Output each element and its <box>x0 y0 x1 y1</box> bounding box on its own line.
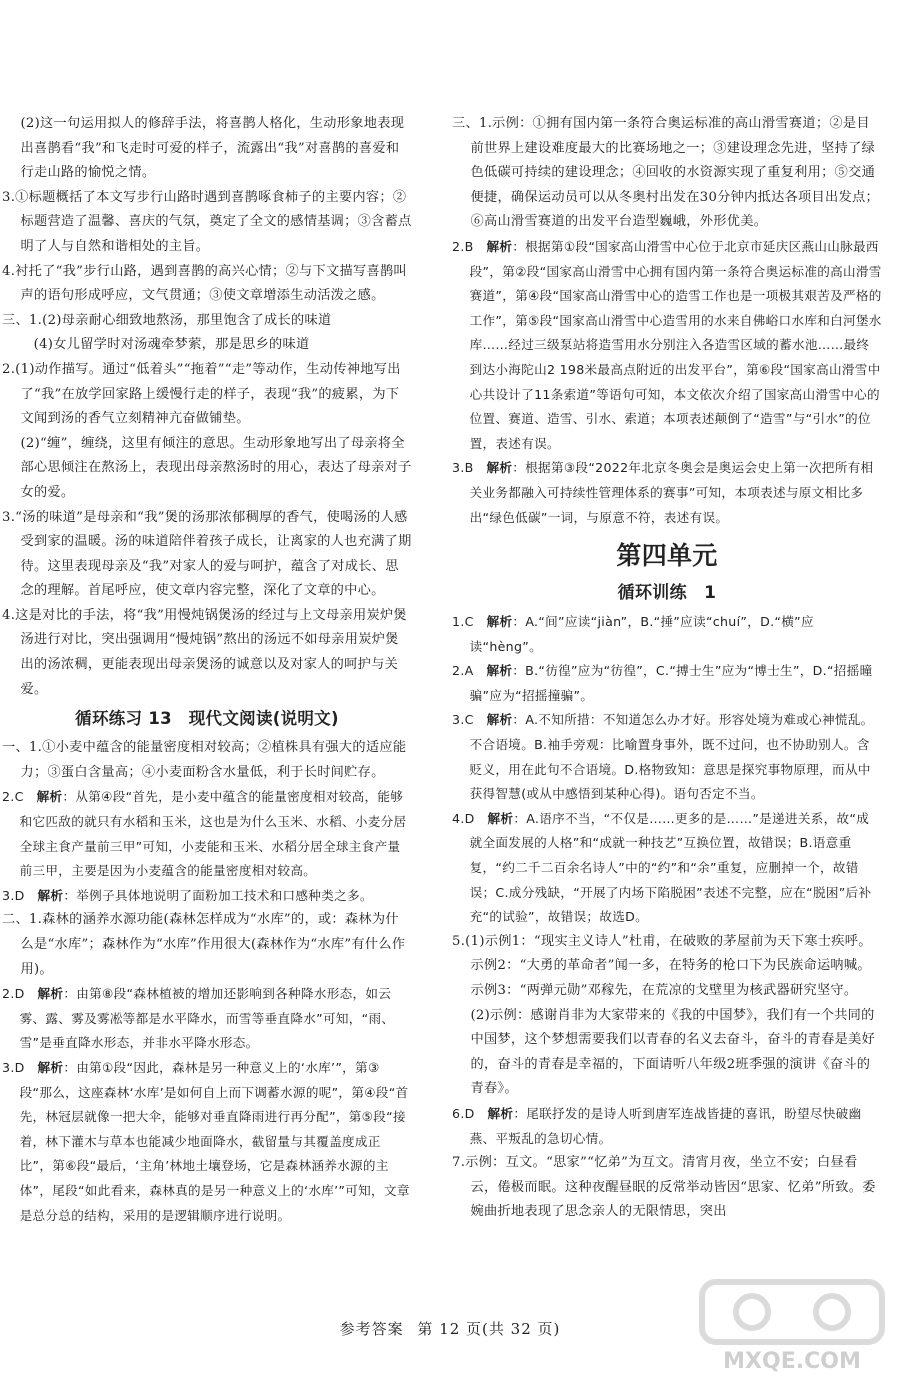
analysis-text: ：从第④段“首先，是小麦中蕴含的能量密度相对较高，能够和它匹敌的就只有水稻和玉米，这也是为什么玉米、水稻、小麦分居全球主食产量前三甲”可知，小麦能和玉米、水稻分居全球主食产量前三甲，主要是因为小麦蕴含的能量密度相对较高。 <box>19 789 407 879</box>
answer-analysis <box>2 884 412 909</box>
answer-subitem: (4)女儿留学时对汤魂牵梦萦，那是思乡的味道 <box>33 337 310 353</box>
analysis-text: ：A.不知所措：不知道怎么办才好。形容处境为难或心神慌乱。不合语境。B.袖手旁观：比喻置身事外，既不过问，也不协助别人。含贬义，用在此句不合语境。D.格物致知：意思是探究事物原理，而从中获得智慧(或从中感悟到某种心得)。语句否定不当。 <box>469 712 874 802</box>
answer-item: 4.这是对比的手法，将“我”用慢炖锅煲汤的经过与上文母亲用炭炉煲汤进行对比，突出强调用“慢炖锅”熬出的汤远不如母亲用炭炉煲出的汤浓稠，更能表现出母亲煲汤的诚意以及对家人的呵护与关爱。 <box>2 607 407 697</box>
answer-item: 二、1.森林的涵养水源功能(森林怎样成为“水库”的，或：森林为什么是“水库”；森林作为“水库”作用很大(森林作为“水库”有什么作用)。 <box>2 912 406 977</box>
analysis-text: ：A.“间”应读“jiàn”，B.“捶”应读“chuí”，D.“横”应读“hèng”。 <box>469 614 814 654</box>
answer-analysis <box>452 610 882 659</box>
answer-analysis <box>452 708 882 806</box>
watermark-text: MXQE.COM <box>723 1349 861 1374</box>
section-title: 第四单元 <box>616 541 718 571</box>
answer-number: 1.C <box>452 614 474 630</box>
analysis-text: ：由第⑧段“森林植被的增加还影响到各种降水形态，如云雾、露、雾及雾凇等都是水平降水，而雪等垂直降水”可知，“雨、雪”是垂直降水形态，并非水平降水形态。 <box>19 986 395 1051</box>
answer-number: 3.C <box>452 712 474 728</box>
answer-subitem: (2)这一句运用拟人的修辞手法，将喜鹊人格化，生动形象地表现出喜鹊看“我”和飞走时可爱的样子，流露出“我”对喜鹊的喜爱和行走山路的愉悦之情。 <box>20 116 405 181</box>
left-column <box>2 112 412 1228</box>
answer-number: 2.D <box>2 986 25 1002</box>
answer-number: 3.D <box>2 887 25 903</box>
answer-analysis <box>2 982 412 1056</box>
answer-analysis <box>2 785 412 883</box>
answer-item: 一、1.①小麦中蕴含的能量密度相对较高；②植株具有强大的适应能力；③蛋白含量高；④小麦面粉含水量低，利于长时间贮存。 <box>2 740 407 780</box>
analysis-tag: 解析 <box>486 238 513 254</box>
analysis-text: ：根据第①段“国家高山滑雪中心位于北京市延庆区燕山山脉最西段”，第②段“国家高山滑雪中心拥有国内第一条符合奥运标准的高山滑雪赛道”，第④段“国家高山滑雪中心的造雪工作也是一项极其艰苦及严格的工作”，第⑤段“国家高山滑雪中心造雪用的水来自佛峪口水库和白河堡水库……经过三级泵站将造雪用水分别注入各造雪区域的蓄水池……最终到达小海陀山2 198米最高点附近的出发平台”，第⑥段“国家高山滑雪中心共设计了11条索道”等语句可知，本文依次介绍了国家高山滑雪中心的位置、赛道、造雪、引水、索道；本项表述颠倒了“造雪”与“引水”的位置，表述有误。 <box>469 238 882 451</box>
analysis-text: ：尾联抒发的是诗人听到唐军连战皆捷的喜讯，盼望尽快破幽燕、平叛乱的急切心情。 <box>469 1105 862 1146</box>
answer-number: 2.A <box>452 663 474 679</box>
watermark-icon <box>692 1264 892 1354</box>
answer-number: 2.B <box>452 238 474 254</box>
answer-item: 三、1.示例：①拥有国内第一条符合奥运标准的高山滑雪赛道；②是目前世界上建设难度最大的比赛场地之一；③建设理念先进，坚持了绿色低碳可持续的建设理念；④回收的水资源实现了重复利用；⑤交通便捷，确保运动员可以从冬奥村出发在30分钟内抵达各项目出发点；⑥高山滑雪赛道的出发平台造型巍峨，外形优美。 <box>452 116 879 230</box>
analysis-text: ：举例子具体地说明了面粉加工技术和口感种类之多。 <box>63 887 373 903</box>
analysis-text: ：根据第③段“2022年北京冬奥会是奥运会史上第一次把所有相关业务都融入可持续性管理体系的赛事”可知，本项表述与原文相比多出“绿色低碳”一词，与原意不符，表述有误。 <box>469 460 874 525</box>
answer-item: 3.“汤的味道”是母亲和“我”煲的汤那浓郁稠厚的香气，使喝汤的人感受到家的温暖。汤的味道陪伴着孩子成长，让离家的人也充满了期待。这里表现母亲及“我”对家人的爱与呵护，蕴含了对成长、思念的理解。首尾呼应，使文章内容完整，深化了文章的中心。 <box>2 509 412 599</box>
answer-analysis <box>2 1056 412 1228</box>
analysis-tag: 解析 <box>486 460 513 476</box>
section-title: 循环训练 1 <box>617 583 717 604</box>
analysis-tag: 解析 <box>486 663 513 679</box>
answer-subitem: (2)示例：感谢肖非为大家带来的《我的中国梦》，我们有一个共同的中国梦，这个梦想需要我们以青春的名义去奋斗，奋斗的青春是美好的，奋斗的青春是幸福的，下面请听八年级2班季强的演讲《奋斗的青春》。 <box>470 1007 876 1097</box>
answer-number: 3.B <box>452 460 474 476</box>
analysis-tag: 解析 <box>37 887 64 903</box>
analysis-tag: 解析 <box>37 986 64 1002</box>
answer-item: 7.示例：互文。“思家”“忆弟”为互文。清宵月夜，坐立不安；白昼看云，倦极而眠。这种夜醒昼眠的反常举动皆因“思家、忆弟”所致。委婉曲折地表现了思念亲人的无限情思，突出 <box>452 1155 876 1220</box>
analysis-tag: 解析 <box>486 712 513 728</box>
page-number: 第 12 页(共 32 页) <box>417 1320 561 1338</box>
answer-number: 4.D <box>452 810 475 826</box>
answer-analysis <box>452 807 882 930</box>
answer-analysis <box>452 235 882 456</box>
answer-item: 三、1.(2)母亲耐心细致地熬汤，那里饱含了成长的味道 <box>2 312 332 328</box>
answer-number: 6.D <box>452 1105 475 1121</box>
answer-item: 4.衬托了“我”步行山路，遇到喜鹊的高兴心情；②与下文描写喜鹊叫声的语句形成呼应，文气贯通；③使文章增添生动活泼之感。 <box>2 263 407 304</box>
answer-analysis <box>452 1102 882 1151</box>
answer-analysis <box>452 456 882 530</box>
analysis-text: ：A.语序不当，“不仅是……更多的是……”是递进关系，故“成就全面发展的人格”和“成就一种技艺”互换位置，故错误；B.语意重复，“约二千二百余名诗人”中的“约”和“余”重复，应删掉一个，故错误；C.成分残缺，“开展了内场下陷脱困”表述不完整，应在“脱困”后补充“的试验”，故错误；故选D。 <box>469 810 872 925</box>
analysis-tag: 解析 <box>487 1105 514 1121</box>
watermark-logo <box>692 1264 892 1384</box>
answer-subitem: (2)“缠”，缠绕，这里有倾注的意思。生动形象地写出了母亲将全部心思倾注在熬汤上，表现出母亲熬汤时的用心，表达了母亲对子女的爱。 <box>20 435 412 500</box>
analysis-tag: 解析 <box>36 789 63 805</box>
footer-label: 参考答案 <box>339 1320 404 1338</box>
answer-item: 2.(1)动作描写。通过“低着头”“拖着”“走”等动作，生动传神地写出了“我”在放学回家路上缓慢行走的样子，表现“我”的疲累，为下文闻到汤的香气立刻精神亢奋做铺垫。 <box>2 361 401 427</box>
analysis-tag: 解析 <box>37 1059 64 1075</box>
right-column <box>452 112 882 1225</box>
answer-analysis <box>452 659 882 708</box>
analysis-text: ：B.“彷徨”应为“彷徨”，C.“搏士生”应为“博士生”，D.“招摇曈骗”应为“招摇撞骗”。 <box>469 663 873 703</box>
analysis-tag: 解析 <box>487 810 514 826</box>
analysis-tag: 解析 <box>486 614 513 630</box>
answer-item: 5.(1)示例1：“现实主义诗人”杜甫，在破败的茅屋前为天下寒士疾呼。示例2：“大勇的革命者”闻一多，在特务的枪口下为民族命运呐喊。示例3：“两弹元勋”邓稼先，在荒凉的戈壁里为核武器研究坚守。 <box>452 933 872 998</box>
answer-number: 3.D <box>2 1059 25 1075</box>
analysis-text: ：由第①段“因此，森林是另一种意义上的‘水库’”，第③段“那么，这座森林‘水库’是如何自上而下调蓄水源的呢”，第④段“首先，林冠层就像一把大伞，能够对垂直降雨进行再分配”，第⑤段“接着，林下灌木与草本也能减少地面降水，截留量与其覆盖度成正比”，第⑥段“最后，‘主角’林地土壤登场，它是森林涵养水源的主体”，尾段“如此看来，森林真的是另一种意义上的‘水库’”可知，文章是总分总的结构，采用的是逻辑顺序进行说明。 <box>19 1059 410 1223</box>
answer-item: 3.①标题概括了本文写步行山路时遇到喜鹊啄食柿子的主要内容；②标题营造了温馨、喜庆的气氛，奠定了全文的感情基调；③含蓄点明了人与自然和谐相处的主旨。 <box>2 189 412 254</box>
answer-number: 2.C <box>2 789 24 805</box>
section-title: 循环练习 13 现代文阅读(说明文) <box>75 709 339 729</box>
